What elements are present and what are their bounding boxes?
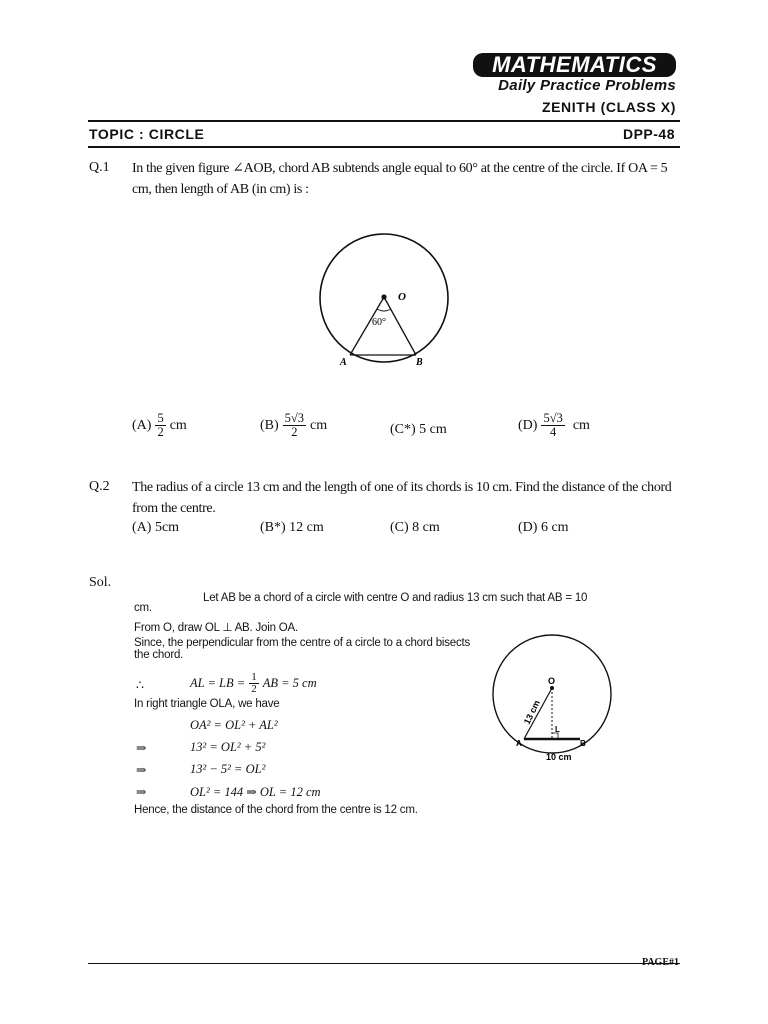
- q2-option-d: [518, 520, 569, 536]
- q1-angle-arc: [377, 309, 391, 311]
- sol-implies-1: ⇒: [136, 741, 147, 755]
- q2-option-c: [390, 520, 440, 536]
- sol-implies-2: ⇒: [136, 763, 147, 777]
- sol-eq3: 13² = OL² + 5²: [190, 740, 266, 754]
- q1-label-angle: 60°: [372, 317, 386, 328]
- sol-eq5: OL² = 144 ⇒ OL = 12 cm: [190, 785, 321, 799]
- q2-text: [132, 477, 682, 519]
- sol-line5: In right triangle OLA, we have: [134, 698, 280, 710]
- sol-eq2: OA² = OL² + AL²: [190, 718, 278, 732]
- q2-option-c-label: (C): [390, 520, 409, 535]
- sol-conclusion: Hence, the distance of the chord from the centre is 12 cm.: [134, 804, 418, 816]
- q1-option-d-den: 4: [550, 425, 557, 439]
- q1-text: [132, 158, 682, 200]
- q2-text-line1: The radius of a circle 13 cm and the length of one of its chords is 10 cm. Find the distance of the chord: [132, 480, 672, 495]
- q1-text-line1: In the given figure ∠AOB, chord AB subtends angle equal to 60° at the centre of the circle. If OA = 5: [132, 161, 668, 176]
- sol-line3: Since, the perpendicular from the centre of a circle to a chord bisects: [134, 637, 471, 649]
- q1-option-b-unit: cm: [310, 417, 328, 433]
- q1-option-d-unit: cm: [572, 417, 590, 433]
- sol-label-chord: 10 cm: [546, 752, 572, 762]
- q1-label-a: A: [340, 357, 347, 368]
- sol-eq4: 13² − 5² = OL²: [190, 762, 266, 776]
- q1-option-a-fraction: [155, 412, 165, 439]
- q1-text-line2: cm, then length of AB (in cm) is :: [132, 182, 309, 197]
- q1-circle-figure: [310, 225, 450, 375]
- series-title: Daily Practice Problems: [498, 77, 676, 94]
- q1-option-b-den: 2: [291, 425, 298, 439]
- page-number: PAGE#1: [641, 957, 679, 968]
- sol-eq1-fraction: [249, 672, 259, 695]
- q1-option-b-fraction: [283, 412, 306, 439]
- q2-number: Q.2: [89, 479, 110, 494]
- solution-label: Sol.: [89, 575, 112, 590]
- sol-label-a: A: [516, 739, 522, 748]
- q1-option-b-label: (B): [260, 417, 279, 433]
- q1-option-a: [132, 412, 187, 439]
- sol-circle-figure: [488, 628, 618, 768]
- q1-radius-ob: [384, 297, 416, 355]
- q2-text-line2: from the centre.: [132, 501, 216, 516]
- subject-title: MATHEMATICS: [492, 52, 657, 77]
- sol-line4: the chord.: [134, 649, 184, 661]
- q1-option-c: [390, 422, 447, 438]
- q2-option-b-value: 12 cm: [289, 520, 324, 535]
- sol-implies-3: ⇒: [136, 785, 147, 799]
- class-label: ZENITH (CLASS X): [541, 99, 676, 115]
- q1-option-d-num: 5√3: [543, 411, 563, 425]
- q1-number: Q.1: [89, 160, 110, 175]
- q1-option-d: [518, 412, 590, 439]
- q2-option-a-value: 5cm: [154, 520, 180, 535]
- subject-badge: [473, 53, 676, 77]
- q1-option-a-den: 2: [157, 425, 164, 439]
- header-rule-bottom: [88, 146, 680, 148]
- sol-line2: From O, draw OL ⊥ AB. Join OA.: [134, 622, 299, 634]
- q2-option-a: [132, 520, 179, 536]
- q1-option-c-value: 5 cm: [419, 422, 447, 437]
- sol-eq1-den: 2: [251, 683, 257, 695]
- q1-option-b-num: 5√3: [284, 411, 305, 425]
- sol-label-o: O: [548, 676, 556, 686]
- sol-eq1-left: AL = LB =: [190, 676, 246, 690]
- dpp-number: DPP-48: [622, 126, 675, 142]
- sol-eq1-num: 1: [251, 671, 257, 683]
- q1-option-d-fraction: [541, 412, 564, 439]
- q2-option-c-value: 8 cm: [412, 520, 440, 535]
- q1-label-o: O: [398, 291, 406, 303]
- header-rule-top: [88, 120, 680, 122]
- sol-eq1: [190, 672, 317, 695]
- q2-option-d-value: 6 cm: [540, 520, 569, 535]
- q1-option-b: [260, 412, 327, 439]
- q1-option-a-label: (A): [132, 417, 152, 433]
- q2-option-d-label: (D): [518, 520, 538, 535]
- q1-option-c-label: (C*): [390, 422, 416, 437]
- q2-option-a-label: (A): [132, 520, 152, 535]
- q1-option-a-num: 5: [157, 411, 164, 425]
- sol-therefore: ∴: [136, 678, 144, 692]
- q2-option-b-label: (B*): [260, 520, 286, 535]
- sol-label-b: B: [580, 739, 586, 748]
- topic-label: TOPIC : CIRCLE: [89, 126, 205, 142]
- q1-label-b: B: [416, 357, 423, 368]
- sol-line1: Let AB be a chord of a circle with centre O and radius 13 cm such that AB = 10: [203, 592, 588, 604]
- q1-option-d-label: (D): [518, 417, 538, 433]
- q1-option-a-unit: cm: [169, 417, 187, 433]
- q2-option-b: [260, 520, 324, 536]
- sol-eq1-right: AB = 5 cm: [262, 676, 317, 690]
- sol-label-l: L: [555, 725, 560, 734]
- sol-label-radius: 13 cm: [521, 698, 542, 726]
- sol-line1b: cm.: [134, 602, 152, 614]
- footer-rule: [88, 963, 680, 964]
